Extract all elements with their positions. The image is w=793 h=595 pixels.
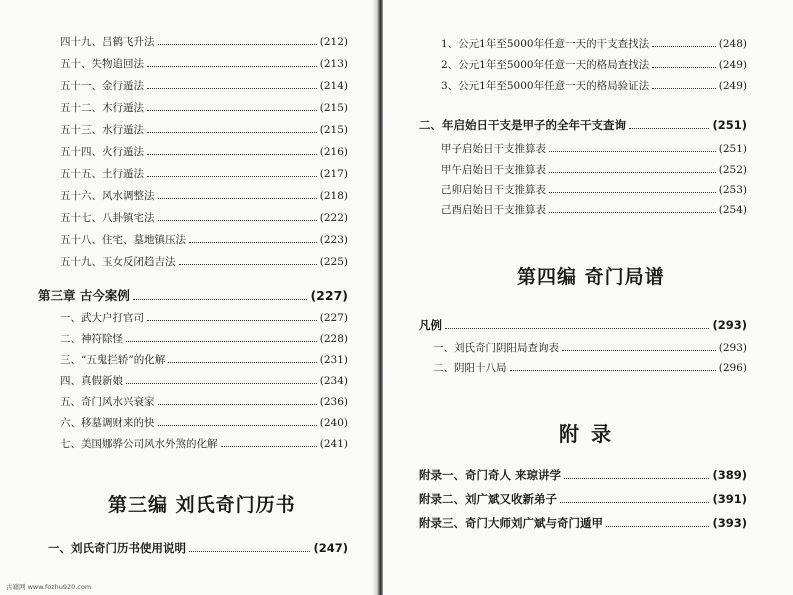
- dot-leader: [652, 67, 716, 68]
- toc-entry[interactable]: [60, 373, 348, 388]
- toc-entry-label: 三、“五鬼拦轿”的化解: [60, 354, 166, 366]
- toc-entry-label: 五十九、玉女反闭趋吉法: [60, 256, 176, 268]
- toc-entry-label: 己酉启始日干支推算表: [441, 204, 546, 216]
- toc-entry-label: 四、真假新娘: [60, 375, 123, 387]
- appendix-entry[interactable]: [419, 515, 747, 531]
- appendix-entry-label: 附录二、刘广斌又收新弟子: [419, 492, 557, 506]
- toc-entry-page: (251): [718, 143, 747, 155]
- appendix-entry-label: 附录一、奇门奇人 来琼讲学: [419, 468, 562, 482]
- toc-entry-label: 二、阴阳十八局: [433, 362, 507, 374]
- toc-entry-label: 一、武大户打官司: [60, 312, 144, 324]
- appendix-entry-page: (391): [712, 492, 747, 506]
- toc-entry-page: (249): [718, 80, 747, 92]
- toc-entry-page: (225): [319, 256, 348, 268]
- toc-entry-page: (213): [319, 58, 348, 70]
- toc-entry-page: (218): [319, 190, 348, 202]
- toc-entry[interactable]: [441, 141, 747, 156]
- toc-entry-page: (223): [319, 234, 348, 246]
- chapter-heading-label: 第三章 古今案例: [38, 288, 130, 303]
- toc-entry[interactable]: [60, 144, 348, 159]
- dot-leader: [221, 446, 317, 447]
- dot-leader: [158, 220, 317, 221]
- dot-leader: [126, 383, 317, 384]
- toc-entry-page: (227): [319, 312, 348, 324]
- dot-leader: [147, 110, 317, 111]
- dot-leader: [147, 154, 317, 155]
- toc-entry-label: 四十九、吕鹤飞升法: [60, 36, 155, 48]
- toc-entry-label: 五十七、八卦镇宅法: [60, 212, 155, 224]
- toc-entry-label: 五十二、木行遁法: [60, 102, 144, 114]
- dot-leader: [560, 502, 709, 503]
- toc-entry-label: 3、公元1年至5000年任意一天的格局验证法: [441, 80, 650, 92]
- dot-leader: [629, 128, 709, 129]
- toc-entry-label: 七、美国娜骅公司风水外煞的化解: [60, 438, 218, 450]
- toc-entry[interactable]: [441, 78, 747, 93]
- dot-leader: [549, 192, 716, 193]
- dot-leader: [564, 478, 709, 479]
- toc-entry[interactable]: [60, 415, 348, 430]
- part-title: 第四编 奇门局谱: [517, 266, 665, 288]
- toc-entry[interactable]: [441, 36, 747, 51]
- toc-entry[interactable]: [441, 202, 747, 217]
- toc-entry-page: (252): [718, 164, 747, 176]
- toc-entry[interactable]: [60, 232, 348, 247]
- chapter-heading-page: (227): [310, 288, 348, 303]
- part-title: 第三编 刘氏奇门历书: [108, 494, 296, 516]
- toc-entry-label: 五十三、水行遁法: [60, 124, 144, 136]
- toc-entry[interactable]: [441, 182, 747, 197]
- toc-entry[interactable]: [60, 254, 348, 269]
- dot-leader: [652, 46, 716, 47]
- toc-entry-page: (293): [718, 342, 747, 354]
- toc-entry-page: (234): [319, 375, 348, 387]
- appendix-entry[interactable]: [419, 491, 747, 507]
- toc-entry[interactable]: [441, 57, 747, 72]
- toc-entry-page: (215): [319, 124, 348, 136]
- appendix-entry-page: (393): [712, 516, 747, 530]
- appendix-entry[interactable]: [419, 467, 747, 483]
- toc-entry[interactable]: [60, 56, 348, 71]
- toc-entry[interactable]: [60, 352, 348, 367]
- chapter-heading[interactable]: [38, 286, 348, 304]
- dot-leader: [189, 242, 317, 243]
- dot-leader: [147, 176, 317, 177]
- dot-leader: [147, 320, 317, 321]
- toc-entry-label: 一、刘氏奇门历书使用说明: [48, 541, 186, 555]
- toc-entry-label: 五十五、土行遁法: [60, 168, 144, 180]
- toc-entry[interactable]: [60, 331, 348, 346]
- toc-entry-label: 五十四、火行遁法: [60, 146, 144, 158]
- toc-entry-label: 己卯启始日干支推算表: [441, 184, 546, 196]
- section-heading-label: 凡例: [419, 318, 442, 332]
- toc-entry-page: (240): [319, 417, 348, 429]
- dot-leader: [147, 132, 317, 133]
- toc-entry-label: 甲午启始日干支推算表: [441, 164, 546, 176]
- toc-entry[interactable]: [60, 394, 348, 409]
- toc-entry-page: (222): [319, 212, 348, 224]
- toc-entry[interactable]: [433, 340, 747, 355]
- section-heading[interactable]: [419, 317, 747, 333]
- toc-entry-page: (254): [718, 204, 747, 216]
- toc-entry[interactable]: [60, 310, 348, 325]
- dot-leader: [549, 172, 716, 173]
- toc-entry[interactable]: [60, 34, 348, 49]
- toc-entry-page: (212): [319, 36, 348, 48]
- dot-leader: [549, 212, 716, 213]
- toc-entry-page: (249): [718, 59, 747, 71]
- dot-leader: [147, 88, 317, 89]
- toc-entry[interactable]: [433, 360, 747, 375]
- toc-entry-page: (215): [319, 102, 348, 114]
- dot-leader: [133, 299, 308, 300]
- toc-entry-page: (253): [718, 184, 747, 196]
- toc-entry-page: (241): [319, 438, 348, 450]
- section-heading-page: (251): [712, 118, 747, 132]
- appendix-entry-page: (389): [712, 468, 747, 482]
- dot-leader: [445, 328, 709, 329]
- dot-leader: [179, 264, 317, 265]
- toc-entry[interactable]: [60, 210, 348, 225]
- toc-entry-page: (228): [319, 333, 348, 345]
- toc-entry-page: (217): [319, 168, 348, 180]
- dot-leader: [158, 404, 317, 405]
- dot-leader: [158, 44, 317, 45]
- toc-entry-page: (214): [319, 80, 348, 92]
- toc-entry[interactable]: [60, 78, 348, 93]
- toc-entry[interactable]: [60, 122, 348, 137]
- toc-entry[interactable]: [60, 436, 348, 451]
- toc-entry[interactable]: [48, 540, 348, 556]
- toc-entry[interactable]: [60, 188, 348, 203]
- section-heading-label: 二、年启始日干支是甲子的全年干支查询: [419, 118, 626, 132]
- toc-entry-page: (216): [319, 146, 348, 158]
- toc-entry-label: 五十一、金行遁法: [60, 80, 144, 92]
- toc-entry-label: 二、神符除怪: [60, 333, 123, 345]
- section-heading-page: (293): [712, 318, 747, 332]
- dot-leader: [147, 66, 317, 67]
- section-heading[interactable]: [419, 117, 747, 133]
- dot-leader: [158, 198, 317, 199]
- dot-leader: [168, 362, 317, 363]
- toc-entry-label: 甲子启始日干支推算表: [441, 143, 546, 155]
- dot-leader: [562, 350, 716, 351]
- dot-leader: [189, 551, 310, 552]
- right-page: [383, 0, 793, 595]
- toc-entry-page: (296): [718, 362, 747, 374]
- toc-entry-label: 五十八、住宅、墓地镇压法: [60, 234, 186, 246]
- appendix-entry-label: 附录三、奇门大师刘广斌与奇门遁甲: [419, 516, 603, 530]
- toc-entry-page: (248): [718, 38, 747, 50]
- left-page: [0, 0, 378, 595]
- site-watermark: 古籍网 www.fozhu920.com: [6, 583, 92, 591]
- dot-leader: [126, 341, 317, 342]
- toc-entry-page: (231): [319, 354, 348, 366]
- toc-entry[interactable]: [60, 100, 348, 115]
- dot-leader: [549, 151, 716, 152]
- toc-entry-label: 五十六、风水调整法: [60, 190, 155, 202]
- toc-entry[interactable]: [60, 166, 348, 181]
- toc-entry-label: 一、刘氏奇门阴阳局查询表: [433, 342, 559, 354]
- dot-leader: [606, 526, 709, 527]
- appendix-title: 附录: [559, 422, 623, 446]
- toc-entry-label: 五、奇门风水兴衰家: [60, 396, 155, 408]
- toc-entry-label: 2、公元1年至5000年任意一天的格局查找法: [441, 59, 650, 71]
- toc-entry-label: 五十、失物追回法: [60, 58, 144, 70]
- dot-leader: [652, 88, 716, 89]
- dot-leader: [510, 370, 716, 371]
- toc-entry-label: 六、移墓调财来的快: [60, 417, 155, 429]
- toc-entry-page: (247): [313, 541, 348, 555]
- toc-entry-page: (236): [319, 396, 348, 408]
- dot-leader: [158, 425, 317, 426]
- toc-entry[interactable]: [441, 162, 747, 177]
- toc-entry-label: 1、公元1年至5000年任意一天的干支查找法: [441, 38, 650, 50]
